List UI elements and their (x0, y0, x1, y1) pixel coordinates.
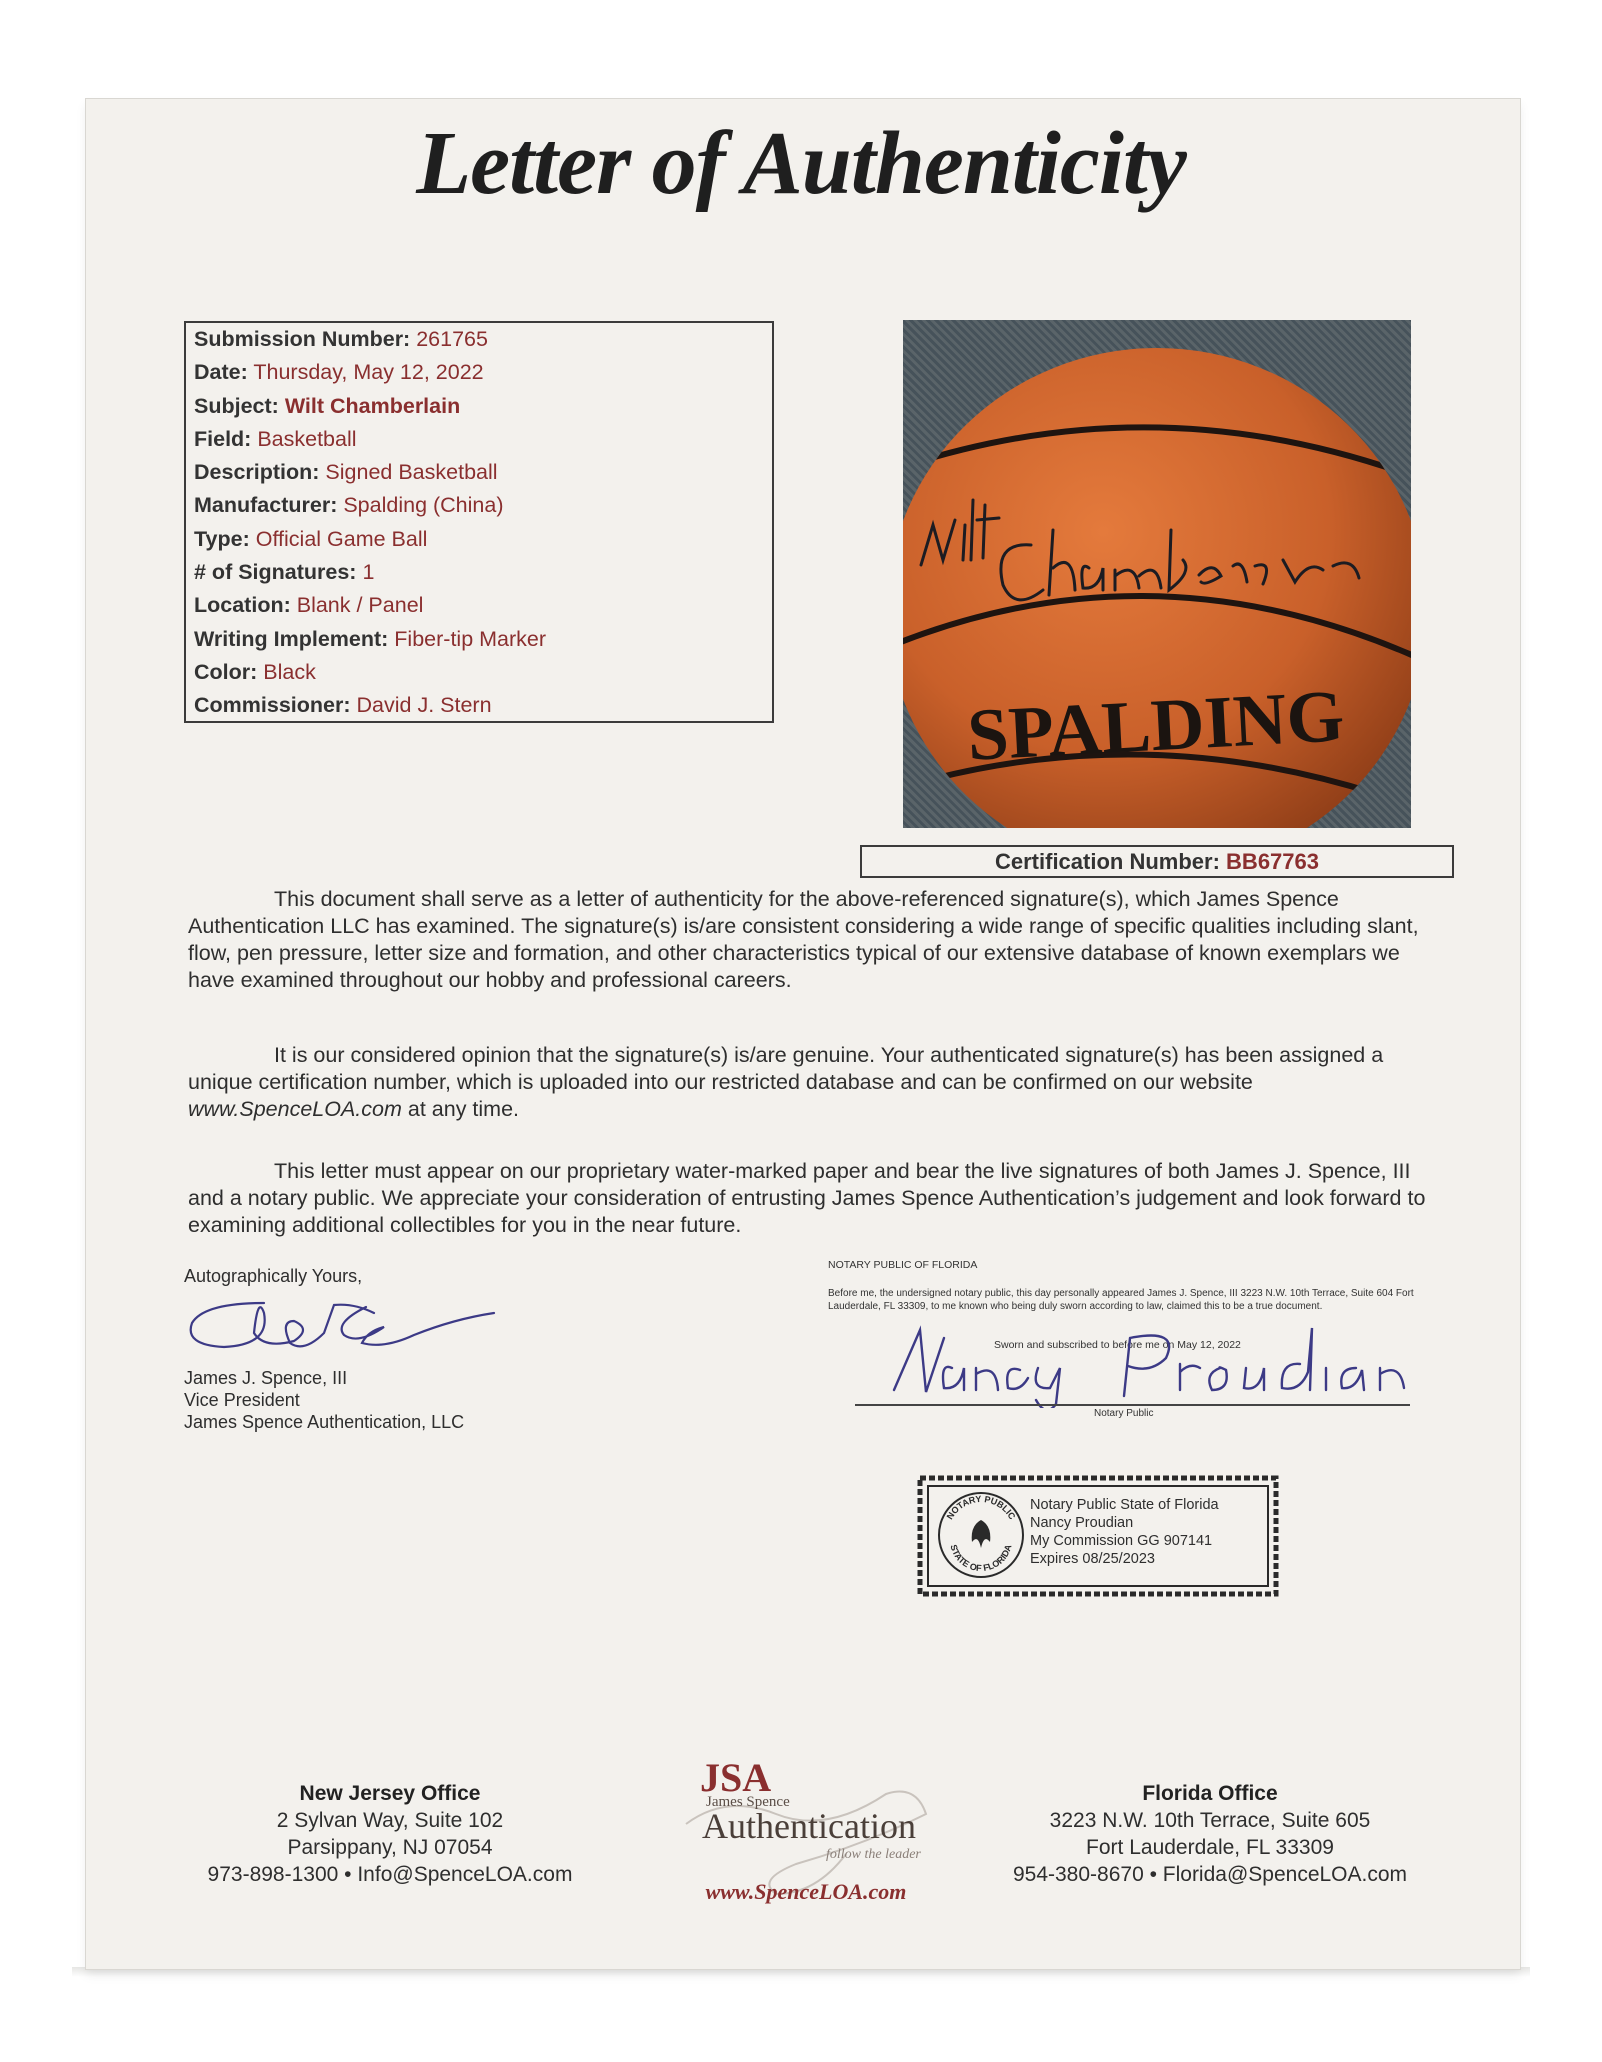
detail-value: 261765 (416, 327, 488, 351)
detail-row-writing-implement (194, 623, 764, 656)
detail-row-color (194, 656, 764, 689)
signer-company: James Spence Authentication, LLC (184, 1412, 465, 1432)
office-line: Parsippany, NJ 07054 (287, 1836, 493, 1859)
detail-value: David J. Stern (356, 693, 492, 718)
signer-role: Vice President (184, 1390, 300, 1410)
paragraph-text: This letter must appear on our proprietary water-marked paper and bear the live signatures of both James J. Spence, III and a notary public. We appreciate your consideration of entrusting James Spence Authentication’s judgement and look forward to examining additional collectibles for you in the near future. (188, 1159, 1426, 1237)
detail-row-manufacturer (194, 489, 764, 522)
paragraph-opinion (188, 1042, 1434, 1123)
stamp-line: Nancy Proudian (1030, 1515, 1134, 1531)
basketball-photo (903, 320, 1411, 828)
logo-url[interactable]: www.SpenceLOA.com (705, 1879, 907, 1904)
detail-label: Subject: (194, 393, 279, 418)
detail-value: Signed Basketball (325, 460, 498, 485)
stamp-line: Notary Public State of Florida (1030, 1497, 1219, 1513)
florida-seal-icon (936, 1490, 1026, 1580)
paragraph-text-start: It is our considered opinion that the signature(s) is/are genuine. Your authenticated signature(s) has been assigned a unique certification number, which is uploaded into our restricted database and can be confirmed on our website (188, 1043, 1384, 1094)
detail-label: Commissioner: (194, 693, 351, 718)
website-link[interactable]: www.SpenceLOA.com (188, 1097, 402, 1121)
notary-signature-line (855, 1404, 1410, 1406)
fl-office (980, 1780, 1440, 1888)
notary-body: Before me, the undersigned notary public, this day personally appeared James J. Spence, III 3223 N.W. 10th Terrace, Suite 604 Fort Lauderdale, FL 33309, to me known who being duly sworn according to law, claimed this to be a true document. (828, 1288, 1414, 1312)
stamp-text (1030, 1496, 1219, 1568)
notary-sworn: Sworn and subscribed to before me on May 12, 2022 (994, 1339, 1241, 1351)
detail-value: Basketball (257, 426, 357, 451)
detail-row-submission (194, 323, 764, 356)
seal-top-text: NOTARY PUBLIC (944, 1493, 1018, 1522)
notary-public-label: Notary Public (1094, 1408, 1154, 1419)
detail-label: Submission Number: (194, 327, 411, 351)
detail-row-description (194, 456, 764, 489)
paragraph-text: This document shall serve as a letter of authenticity for the above-referenced signature(s), which James Spence Authentication LLC has examined. The signature(s) is/are consistent considering a wide range of specific qualities including slant, flow, pen pressure, letter size and formation, and other characteristics typical of our extensive database of known exemplars we have examined throughout our hobby and professional careers. (188, 887, 1419, 992)
office-line: 2 Sylvan Way, Suite 102 (276, 1809, 504, 1832)
signoff-closing: Autographically Yours, (184, 1266, 363, 1286)
paragraph-text (188, 1042, 1434, 1123)
detail-value: 1 (362, 560, 375, 585)
paragraph-watermark (188, 1158, 1434, 1239)
detail-label: # of Signatures: (194, 560, 357, 585)
stamp-line: My Commission GG 907141 (1030, 1533, 1213, 1549)
office-line: 3223 N.W. 10th Terrace, Suite 605 (1049, 1809, 1371, 1832)
detail-row-signatures (194, 556, 764, 589)
detail-value: Black (263, 659, 316, 684)
detail-label: Writing Implement: (194, 626, 389, 651)
seal-bottom-text: STATE OF FLORIDA (948, 1543, 1014, 1574)
detail-row-type (194, 523, 764, 556)
nj-office (190, 1780, 590, 1888)
certification-number-box (860, 845, 1454, 878)
detail-label: Field: (194, 426, 252, 451)
ball-brand-text: SPALDING (965, 675, 1347, 777)
detail-label: Date: (194, 360, 248, 385)
svg-text:NOTARY PUBLIC (945, 1494, 1018, 1522)
detail-value: Official Game Ball (255, 526, 428, 551)
detail-label: Location: (194, 593, 291, 618)
detail-row-field (194, 423, 764, 456)
certification-label: Certification Number: (995, 849, 1220, 874)
certification-value: BB67763 (1226, 849, 1319, 874)
logo-authentication: Authentication (702, 1806, 916, 1846)
notary-stamp (914, 1472, 1282, 1600)
detail-value: Thursday, May 12, 2022 (253, 360, 484, 385)
logo-tagline: follow the leader (826, 1847, 921, 1862)
detail-label: Type: (194, 526, 250, 551)
detail-label: Description: (194, 460, 320, 485)
detail-value: Spalding (China) (343, 493, 504, 518)
detail-row-subject (194, 390, 764, 423)
detail-value: Wilt Chamberlain (284, 393, 461, 418)
detail-value: Fiber-tip Marker (394, 626, 547, 651)
stamp-line: Expires 08/25/2023 (1030, 1551, 1155, 1567)
office-heading: New Jersey Office (299, 1782, 481, 1805)
office-contact: 973-898-1300 • Info@SpenceLOA.com (207, 1863, 573, 1886)
paragraph-text-end: at any time. (401, 1097, 520, 1121)
spence-signature (184, 1283, 514, 1363)
detail-row-date (194, 356, 764, 389)
notary-signature (880, 1318, 1420, 1408)
notary-header: NOTARY PUBLIC OF FLORIDA (828, 1259, 978, 1271)
detail-row-commissioner (194, 689, 764, 722)
details-table (184, 321, 774, 723)
page-title: Letter of Authenticity (416, 114, 1186, 213)
detail-row-location (194, 589, 764, 622)
logo-spence: James Spence (706, 1794, 790, 1810)
signoff-block (184, 1266, 544, 1433)
signer-name: James J. Spence, III (184, 1368, 348, 1388)
office-contact: 954-380-8670 • Florida@SpenceLOA.com (1012, 1863, 1408, 1886)
basketball-illustration (903, 320, 1411, 828)
office-line: Fort Lauderdale, FL 33309 (1086, 1836, 1334, 1859)
jsa-logo (666, 1754, 966, 1914)
office-heading: Florida Office (1142, 1782, 1278, 1805)
detail-label: Manufacturer: (194, 493, 338, 518)
detail-label: Color: (194, 659, 258, 684)
logo-jsa: JSA (700, 1755, 772, 1800)
detail-value: Blank / Panel (296, 593, 424, 618)
paragraph-examination (188, 886, 1434, 994)
